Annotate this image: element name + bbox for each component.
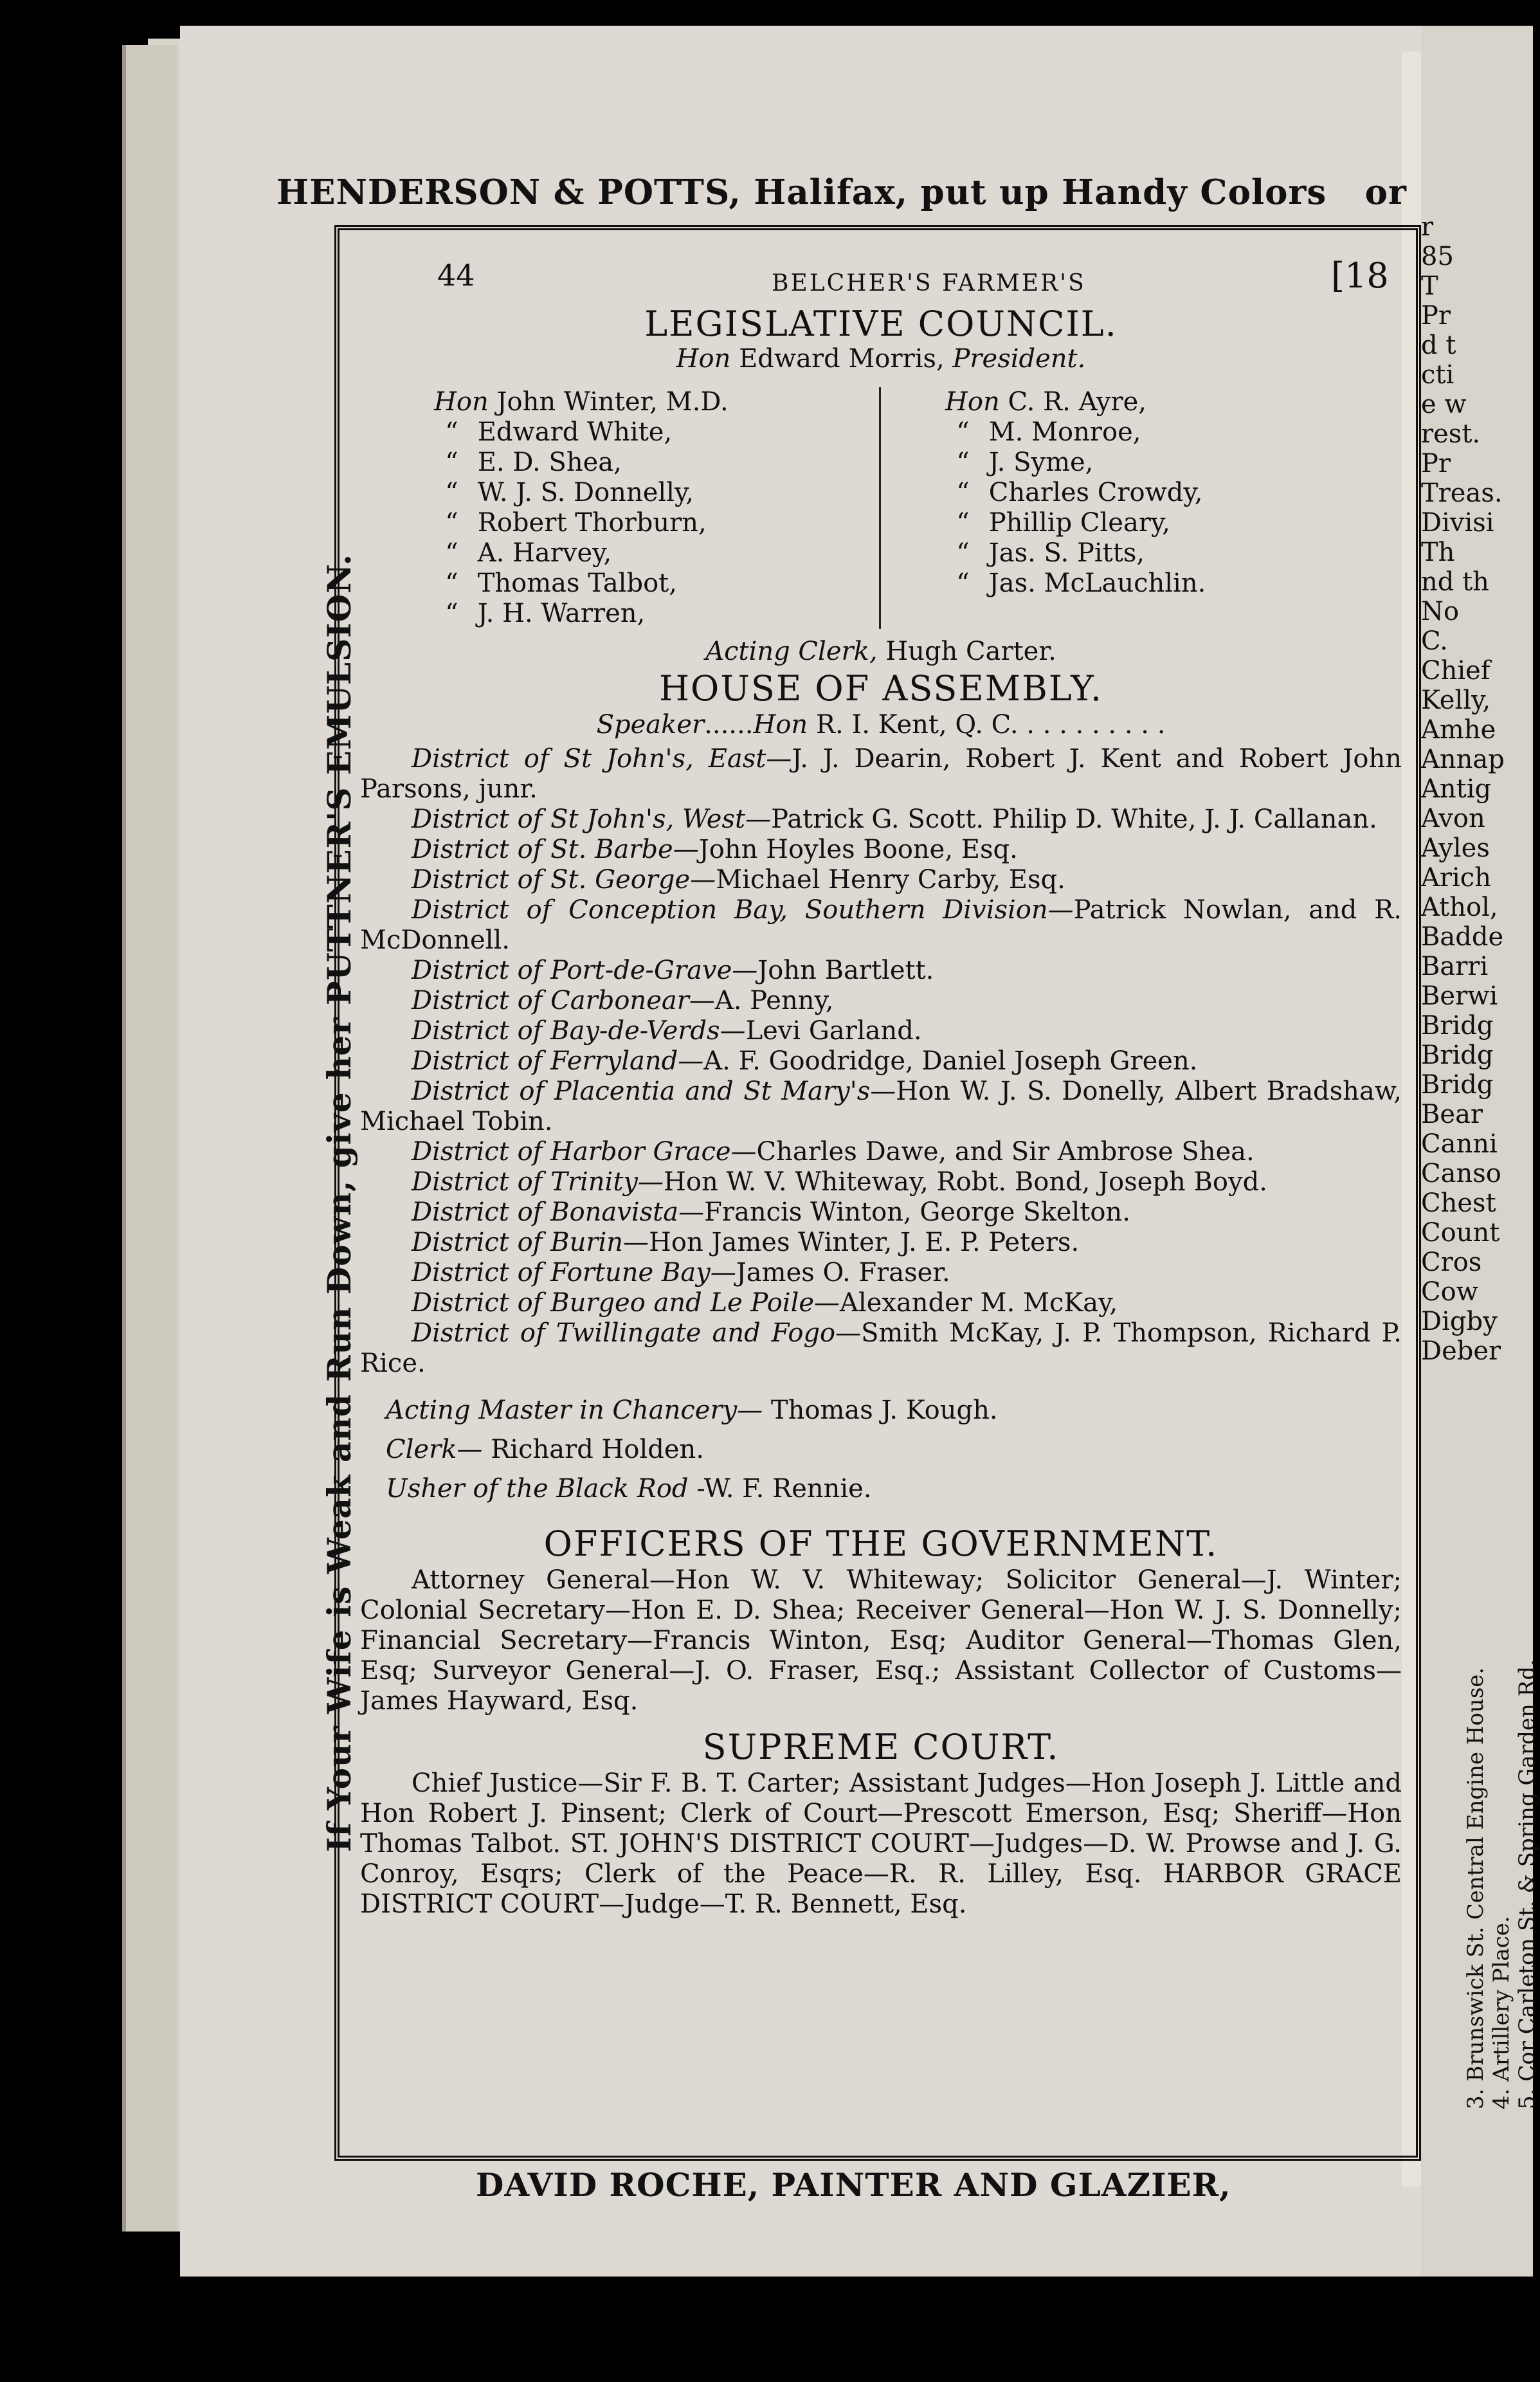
- assembly-speaker: Speaker......Hon R. I. Kent, Q. C. . . . . . . . . .: [596, 710, 1166, 740]
- member-name: Charles Crowdy,: [981, 478, 1203, 507]
- member-name: W. J. S. Donnelly,: [469, 478, 694, 507]
- district-name: District of Carbonear—: [412, 986, 715, 1015]
- district-members: James O. Fraser.: [736, 1258, 950, 1287]
- district-name: District of St. Barbe—: [412, 835, 699, 864]
- council-clerk: Acting Clerk, Hugh Carter.: [705, 637, 1056, 666]
- district-entry: [360, 835, 1402, 865]
- district-entry: [360, 1258, 1402, 1288]
- council-member: [945, 568, 1402, 599]
- right-page-text-fragment: Bridg: [1421, 1070, 1494, 1100]
- district-members: Patrick Nowlan, and R. McDonnell.: [360, 895, 1402, 955]
- district-members: John Hoyles Boone, Esq.: [698, 835, 1018, 864]
- officer-name: Thomas J. Kough.: [763, 1396, 998, 1425]
- council-member: [434, 538, 879, 568]
- council-member: [434, 448, 879, 478]
- district-members: Hon James Winter, J. E. P. Peters.: [649, 1228, 1080, 1257]
- council-member: [945, 478, 1402, 508]
- district-name: District of Burgeo and Le Poile—: [412, 1288, 840, 1318]
- officer-name: Richard Holden.: [482, 1435, 705, 1464]
- district-entry: [360, 1288, 1402, 1318]
- member-name: Jas. McLauchlin.: [981, 568, 1206, 598]
- right-page-text-fragment: Amhe: [1421, 715, 1496, 745]
- ditto-mark: “: [445, 599, 458, 628]
- top-ad-text: HENDERSON & POTTS, Halifax, put up Handy Colors: [276, 172, 1327, 212]
- page-number: 44: [437, 258, 475, 293]
- council-member: [945, 508, 1402, 538]
- council-member: [434, 387, 879, 417]
- right-page-text-fragment: Athol,: [1421, 893, 1498, 922]
- right-page-text-fragment: Canni: [1421, 1129, 1498, 1159]
- officer-name: -W. F. Rennie.: [688, 1474, 872, 1504]
- council-member: [945, 387, 1402, 417]
- member-name: Jas. S. Pitts,: [981, 538, 1145, 568]
- council-member: [434, 568, 879, 599]
- ditto-mark: “: [956, 568, 970, 598]
- district-name: District of St John's, East—: [412, 744, 792, 774]
- assembly-officer: [360, 1396, 1402, 1426]
- officer-role: Clerk—: [386, 1435, 483, 1464]
- running-title: BELCHER'S FARMER'S: [772, 270, 1086, 296]
- district-name: District of Conception Bay, Southern Division—: [412, 895, 1074, 925]
- right-page-text-fragment: Canso: [1421, 1159, 1501, 1188]
- right-page-text-fragment: Chest: [1421, 1188, 1496, 1218]
- right-page-text-fragment: Bridg: [1421, 1011, 1494, 1041]
- district-entry: [360, 865, 1402, 895]
- council-members-right: [881, 387, 1402, 629]
- member-name: M. Monroe,: [981, 417, 1141, 447]
- member-prefix: Hon: [945, 387, 1008, 417]
- right-page-text-fragment: nd th: [1421, 567, 1489, 597]
- officers-government-title: OFFICERS OF THE GOVERNMENT.: [543, 1523, 1218, 1564]
- district-members: Hon W. J. S. Donelly, Albert Bradshaw, Michael Tobin.: [360, 1077, 1402, 1136]
- district-name: District of Bay-de-Verds—: [412, 1016, 746, 1046]
- district-name: District of Port-de-Grave—: [412, 956, 758, 985]
- rotated-line: 3. Brunswick St. Central Engine House.: [1463, 1667, 1489, 2109]
- council-members-left: [360, 387, 881, 629]
- right-page-text-fragment: Bridg: [1421, 1041, 1494, 1070]
- district-name: District of Ferryland—: [412, 1046, 704, 1076]
- right-page-text-fragment: rest.: [1421, 419, 1481, 449]
- district-entry: [360, 805, 1402, 835]
- year: [18: [1331, 255, 1389, 296]
- member-name: E. D. Shea,: [469, 448, 622, 477]
- right-page-text-fragment: No: [1421, 597, 1460, 626]
- ditto-mark: “: [445, 568, 458, 598]
- council-member: [434, 508, 879, 538]
- right-page-text-fragment: Arich: [1421, 863, 1491, 893]
- district-members: Hon W. V. Whiteway, Robt. Bond, Joseph Boyd.: [664, 1167, 1267, 1197]
- ditto-mark: “: [445, 508, 458, 538]
- district-name: District of Fortune Bay—: [412, 1258, 736, 1287]
- right-page-text-fragment: d t: [1421, 331, 1456, 360]
- right-page-text-fragment: Th: [1421, 538, 1455, 567]
- council-president: Hon Edward Morris, President.: [676, 344, 1086, 374]
- district-entry: [360, 1167, 1402, 1197]
- member-prefix: Hon: [434, 387, 497, 417]
- district-entry: [360, 1318, 1402, 1379]
- ditto-mark: “: [445, 478, 458, 507]
- district-entry: [360, 1077, 1402, 1137]
- right-page-text-fragment: Barri: [1421, 952, 1489, 981]
- ditto-mark: “: [445, 448, 458, 477]
- council-members: [360, 387, 1402, 629]
- ditto-mark: “: [956, 538, 970, 568]
- district-entry: [360, 895, 1402, 956]
- district-name: District of Burin—: [412, 1228, 649, 1257]
- council-member: [434, 478, 879, 508]
- top-ad-cut-text: or: [1364, 172, 1407, 212]
- right-page-text-fragment: e w: [1421, 390, 1467, 419]
- rotated-line: 4. Artillery Place.: [1489, 1916, 1514, 2109]
- district-name: District of St John's, West—: [412, 805, 772, 834]
- ditto-mark: “: [956, 508, 970, 538]
- right-page-text-fragment: Cow: [1421, 1277, 1478, 1307]
- district-name: District of Harbor Grace—: [412, 1137, 757, 1167]
- assembly-officer: [360, 1474, 1402, 1504]
- right-page-text-fragment: T: [1421, 271, 1438, 301]
- right-page-text-fragment: Pr: [1421, 301, 1451, 331]
- district-members: J. J. Dearin, Robert J. Kent and Robert John Parsons, junr.: [360, 744, 1402, 804]
- member-name: John Winter, M.D.: [496, 387, 729, 417]
- ditto-mark: “: [956, 417, 970, 447]
- officer-role: Usher of the Black Rod: [386, 1474, 689, 1504]
- district-list: [360, 744, 1402, 1379]
- right-page-text-fragment: C.: [1421, 626, 1448, 656]
- right-page-text-fragment: Antig: [1421, 774, 1492, 804]
- district-entry: [360, 1228, 1402, 1258]
- district-entry: [360, 986, 1402, 1016]
- page-stack-edge-shadow: [122, 45, 177, 2232]
- supreme-court-title: SUPREME COURT.: [702, 1727, 1060, 1767]
- right-page-rotated-list: [1463, 1659, 1540, 2109]
- district-entry: [360, 1197, 1402, 1228]
- rotated-line: 5. Cor Carleton St. & Spring Garden Rd.: [1514, 1659, 1540, 2109]
- right-page-text-fragment: Ayles: [1421, 833, 1490, 863]
- district-name: District of Placentia and St Mary's—: [412, 1077, 896, 1106]
- right-page-text-fragment: Divisi: [1421, 508, 1494, 538]
- member-name: Edward White,: [469, 417, 673, 447]
- right-page-text-fragment: 85: [1421, 242, 1454, 271]
- ditto-mark: “: [956, 478, 970, 507]
- right-page-text-fragment: Avon: [1421, 804, 1485, 833]
- council-member: [945, 448, 1402, 478]
- district-entry: [360, 1137, 1402, 1167]
- house-of-assembly-title: HOUSE OF ASSEMBLY.: [658, 668, 1103, 709]
- right-page-text-fragment: Bear: [1421, 1100, 1483, 1129]
- ditto-mark: “: [956, 448, 970, 477]
- officers-government-text: Attorney General—Hon W. V. Whiteway; Solicitor General—J. Winter; Colonial Secretary—Hon E. D. Shea; Receiver General—Hon W. J. S. Donnelly; Financial Secretary—Francis Winton, Esq; Auditor General—Thomas Glen, Esq; Surveyor General—J. O. Fraser, Esq.; Assistant Collector of Customs—James Hayward, Esq.: [360, 1565, 1402, 1716]
- legislative-council-title: LEGISLATIVE COUNCIL.: [644, 304, 1118, 344]
- right-page-text-fragment: Chief: [1421, 656, 1490, 686]
- right-page-text-fragment: cti: [1421, 360, 1454, 390]
- right-page-text-fragment: Annap: [1421, 745, 1505, 774]
- district-members: Levi Garland.: [745, 1016, 922, 1046]
- district-members: Alexander M. McKay,: [840, 1288, 1118, 1318]
- member-name: J. H. Warren,: [469, 599, 646, 628]
- right-page-text-fragment: Treas.: [1421, 478, 1503, 508]
- right-page-text-fragment: Digby: [1421, 1307, 1498, 1336]
- right-page-text-fragment: Count: [1421, 1218, 1500, 1248]
- district-name: District of St. George—: [412, 865, 716, 895]
- district-members: Smith McKay, J. P. Thompson, Richard P. Rice.: [360, 1318, 1402, 1378]
- ditto-mark: “: [445, 417, 458, 447]
- right-page-text-fragment: Deber: [1421, 1336, 1501, 1366]
- council-member: [434, 599, 879, 629]
- district-name: District of Twillingate and Fogo—: [412, 1318, 862, 1348]
- page-content: [360, 254, 1402, 1920]
- district-members: Charles Dawe, and Sir Ambrose Shea.: [756, 1137, 1255, 1167]
- district-members: Francis Winton, George Skelton.: [704, 1197, 1130, 1227]
- district-members: John Bartlett.: [757, 956, 934, 985]
- running-header: [360, 254, 1402, 309]
- right-page-text-fragment: Badde: [1421, 922, 1504, 952]
- right-page-text-fragment: Kelly,: [1421, 686, 1491, 715]
- ditto-mark: “: [445, 538, 458, 568]
- district-members: A. Penny,: [714, 986, 834, 1015]
- district-entry: [360, 956, 1402, 986]
- member-name: Phillip Cleary,: [981, 508, 1170, 538]
- council-member: [945, 538, 1402, 568]
- member-name: C. R. Ayre,: [1008, 387, 1146, 417]
- right-page-text-fragment: r: [1421, 212, 1434, 242]
- bottom-advertisement: DAVID ROCHE, PAINTER AND GLAZIER,: [476, 2166, 1231, 2204]
- side-advertisement: If Your Wife is Weak and Run Down, give her PUTTNER'S EMULSION.: [320, 553, 358, 1852]
- officer-role: Acting Master in Chancery—: [386, 1396, 763, 1425]
- district-members: Michael Henry Carby, Esq.: [716, 865, 1065, 895]
- right-page-text-fragment: Pr: [1421, 449, 1451, 478]
- district-entry: [360, 1016, 1402, 1046]
- district-entry: [360, 744, 1402, 805]
- member-name: J. Syme,: [981, 448, 1094, 477]
- top-advertisement: [276, 172, 1421, 212]
- district-members: Patrick G. Scott. Philip D. White, J. J. Callanan.: [771, 805, 1377, 834]
- right-page-text-fragment: Cros: [1421, 1248, 1482, 1277]
- assembly-officers: [360, 1396, 1402, 1504]
- district-name: District of Trinity—: [412, 1167, 664, 1197]
- council-member: [945, 417, 1402, 448]
- member-name: Thomas Talbot,: [469, 568, 677, 598]
- council-member: [434, 417, 879, 448]
- district-members: A. F. Goodridge, Daniel Joseph Green.: [703, 1046, 1198, 1076]
- assembly-officer: [360, 1435, 1402, 1465]
- district-name: District of Bonavista—: [412, 1197, 705, 1227]
- supreme-court-text: Chief Justice—Sir F. B. T. Carter; Assistant Judges—Hon Joseph J. Little and Hon Robert J. Pinsent; Clerk of Court—Prescott Emerson, Esq; Sheriff—Hon Thomas Talbot. ST. JOHN'S DISTRICT COURT—Judges—D. W. Prowse and J. G. Conroy, Esqrs; Clerk of the Peace—R. R. Lilley, Esq. HARBOR GRACE DISTRICT COURT—Judge—T. R. Bennett, Esq.: [360, 1768, 1402, 1919]
- right-page-text-fragment: Berwi: [1421, 981, 1498, 1011]
- district-entry: [360, 1046, 1402, 1077]
- member-name: A. Harvey,: [469, 538, 612, 568]
- member-name: Robert Thorburn,: [469, 508, 707, 538]
